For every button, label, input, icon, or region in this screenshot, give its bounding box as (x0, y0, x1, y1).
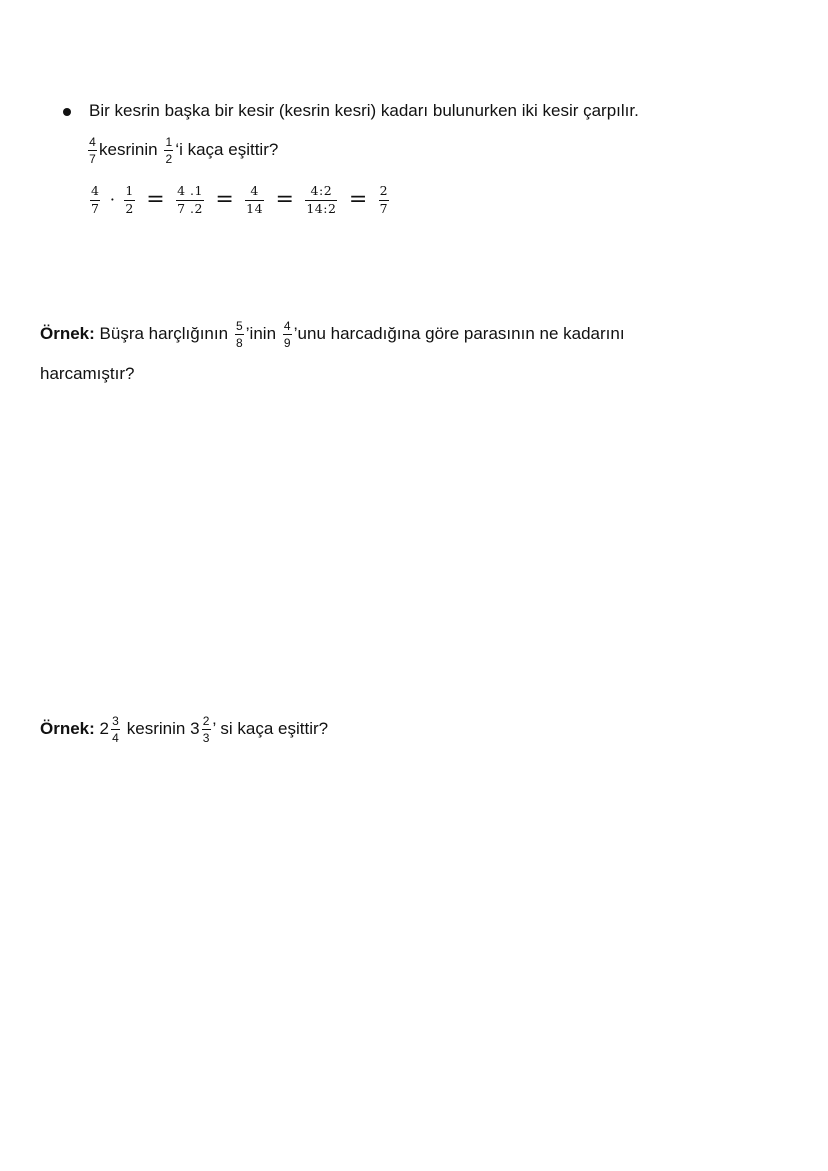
question-line: $\frac{4}{7}$ kesrinin $\frac{1}{2}$ ‘i kaça eşittir? (89, 135, 279, 166)
equals-sign: = (275, 187, 294, 212)
example-1: Örnek: Büşra harçlığının $\frac{5}{8}$ ’inin $\frac{4}{9}$ ’unu harcadığına göre parasının ne kadarını (40, 319, 625, 350)
example-1-line2: harcamıştır? (40, 364, 135, 383)
fraction: $\frac{2}{3}$ (202, 714, 210, 745)
equals-sign: = (215, 187, 234, 212)
fraction: $\frac{1}{2}$ (165, 135, 173, 166)
equals-sign: = (146, 187, 165, 212)
fraction: $\frac{4}{9}$ (283, 319, 291, 350)
equation (88, 185, 391, 215)
fraction: $\frac{4}{7}$ (89, 135, 96, 166)
fraction: $\frac{1}{2}$ (125, 183, 134, 216)
fraction: $\frac{4 .1}{7 .2}$ (177, 183, 203, 216)
fraction: $\frac{4}{7}$ (91, 183, 100, 216)
rule-text: Bir kesrin başka bir kesir (kesrin kesri) kadarı bulunurken iki kesir çarpılır. (89, 101, 639, 120)
fraction: $\frac{5}{8}$ (235, 319, 243, 350)
fraction: $\frac{2}{7}$ (379, 183, 389, 216)
multiply-sign: · (109, 190, 115, 209)
bullet-icon (63, 108, 71, 116)
example-label: Örnek: (40, 323, 95, 343)
example-label: Örnek: (40, 718, 95, 738)
equals-sign: = (348, 187, 368, 212)
example-2: Örnek: 2 $\frac{3}{4}$ kesrinin 3 $\frac{2}{3}$ ’ si kaça eşittir? (40, 714, 329, 745)
fraction: $\frac{4}{14}$ (246, 183, 264, 216)
fraction: $\frac{3}{4}$ (112, 714, 119, 745)
fraction: $\frac{4:2}{14:2}$ (306, 183, 337, 216)
